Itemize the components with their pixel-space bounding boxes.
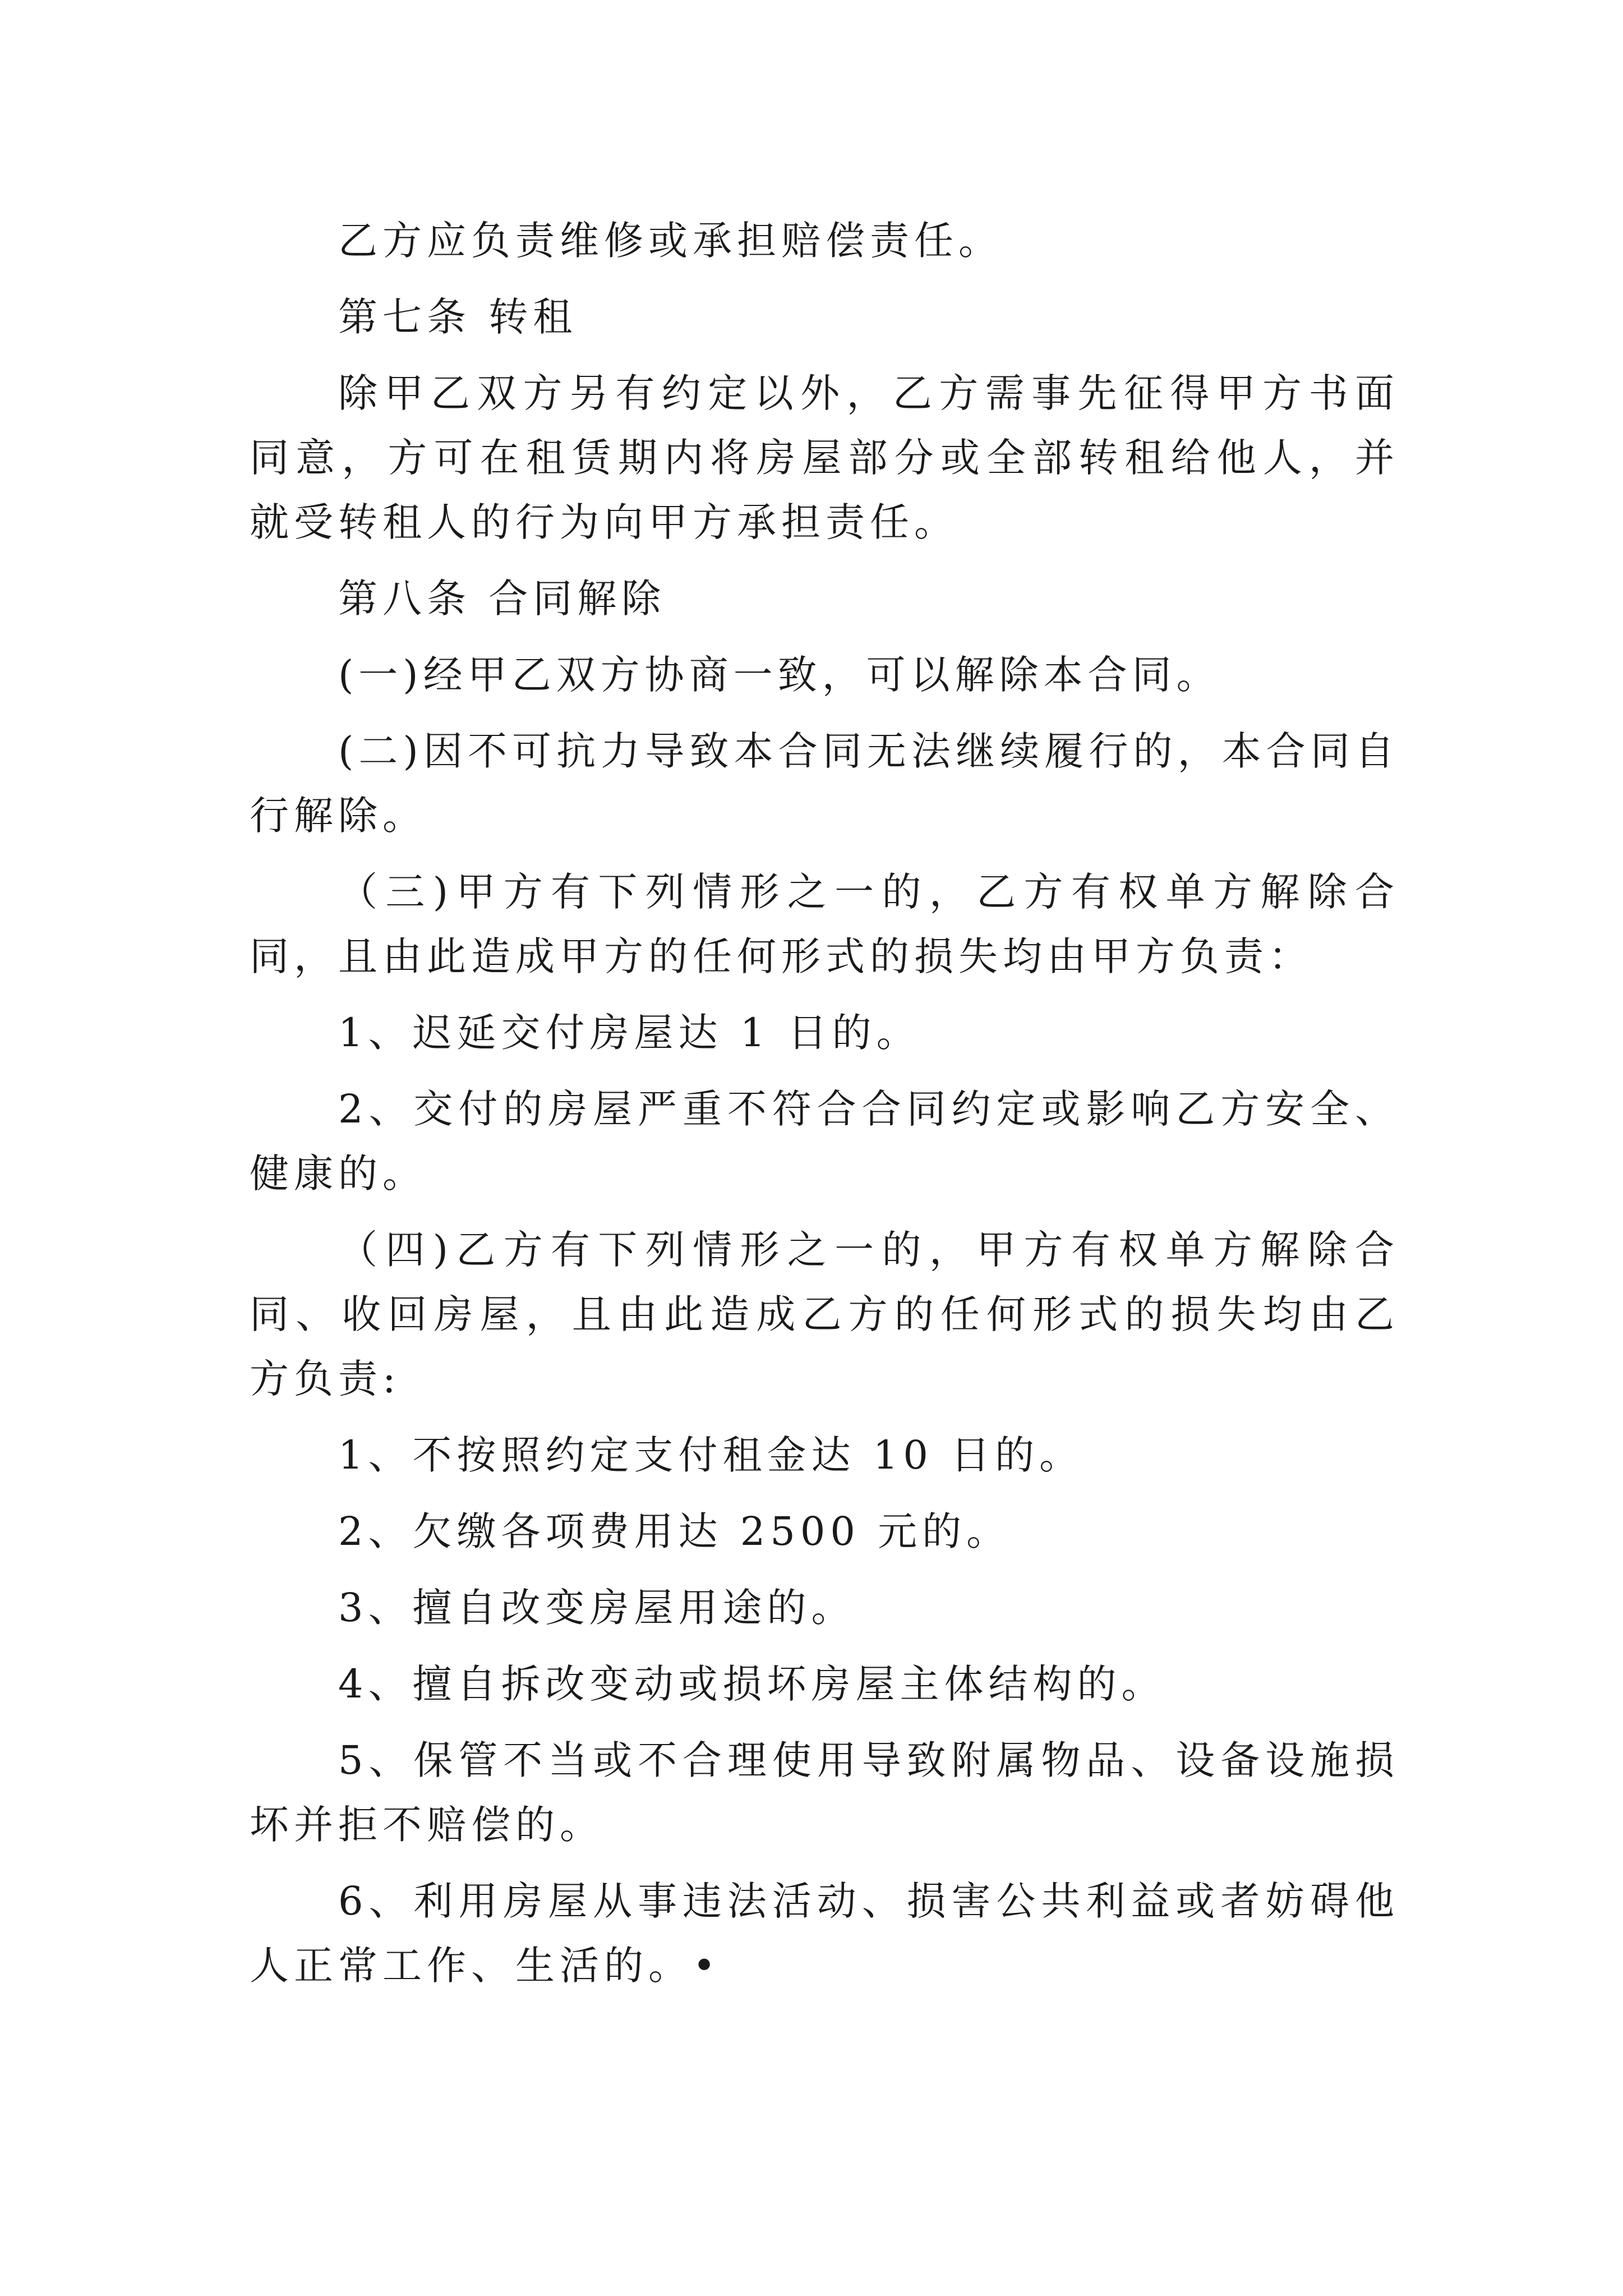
list-item-b6: 6、利用房屋从事违法活动、损害公共利益或者妨碍他人正常工作、生活的。• [250, 1878, 1399, 1989]
list-item-b3: 3、擅自改变房屋用途的。 [338, 1585, 856, 1631]
article-8-heading: 第八条 合同解除 [338, 576, 666, 622]
list-item-a2: 2、交付的房屋严重不符合合同约定或影响乙方安全、健康的。 [250, 1086, 1399, 1197]
list-item-b4: 4、擅自拆改变动或损坏房屋主体结构的。 [338, 1661, 1166, 1707]
paragraph-repair-liability: 乙方应负责维修或承担赔偿责任。 [338, 218, 1003, 264]
list-item-b5: 5、保管不当或不合理使用导致附属物品、设备设施损坏并拒不赔偿的。 [250, 1737, 1399, 1848]
list-item-a1: 1、迟延交付房屋达 1 日的。 [338, 1010, 921, 1056]
clause-2-force-majeure: (二)因不可抗力导致本合同无法继续履行的，本合同自行解除。 [250, 728, 1399, 839]
list-item-b2: 2、欠缴各项费用达 2500 元的。 [338, 1508, 1011, 1554]
clause-1-mutual-agreement: (一)经甲乙双方协商一致，可以解除本合同。 [338, 652, 1221, 698]
clause-4-party-b-breach: （四)乙方有下列情形之一的，甲方有权单方解除合同、收回房屋，且由此造成乙方的任何形式的损失均由乙方负责: [250, 1227, 1399, 1402]
contract-text [250, 209, 1399, 1998]
list-item-b1: 1、不按照约定支付租金达 10 日的。 [338, 1432, 1084, 1478]
clause-3-party-a-breach: （三)甲方有下列情形之一的，乙方有权单方解除合同，且由此造成甲方的任何形式的损失均由甲方负责： [250, 869, 1399, 979]
paragraph-sublease: 除甲乙双方另有约定以外，乙方需事先征得甲方书面同意，方可在租赁期内将房屋部分或全部转租给他人，并就受转租人的行为向甲方承担责任。 [250, 370, 1399, 545]
article-7-heading: 第七条 转租 [338, 294, 578, 340]
